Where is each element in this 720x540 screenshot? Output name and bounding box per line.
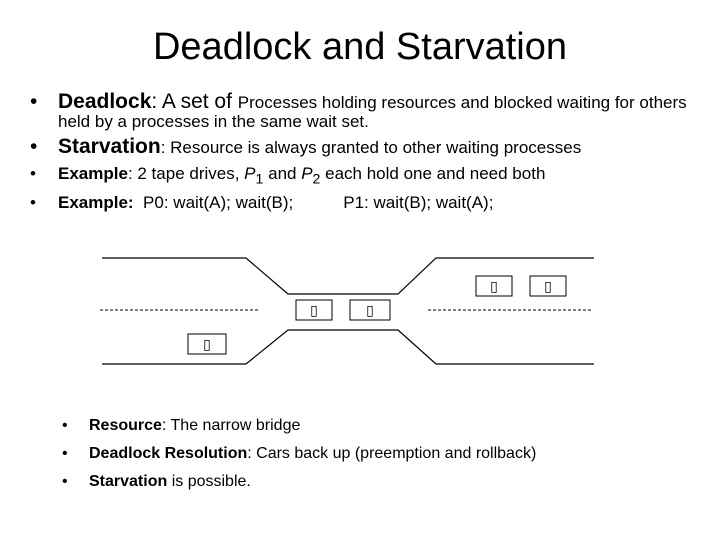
bullet-deadlock: • Deadlock: A set of Processes holding resources and blocked waiting for others held by a processes in the same wait set. (30, 90, 687, 131)
bullet-term: Starvation (58, 135, 161, 158)
road-top-edge (102, 258, 594, 294)
bullet-term: Example (58, 164, 128, 183)
car-box-icon: ▯ (544, 279, 552, 295)
bullet-resource (62, 412, 702, 440)
top-bullet-list (30, 92, 700, 215)
car-box-icon: ▯ (203, 337, 211, 353)
bullet-text: Processes holding resources and blocked waiting for others held by a processes in the same wait set. (58, 93, 687, 131)
bullet-term: Deadlock Resolution (89, 445, 248, 462)
bullet-example-wait (30, 191, 700, 215)
p0-code: P0: wait(A); wait(B); (143, 193, 294, 213)
p1-code: P1: wait(B); wait(A); (343, 193, 494, 213)
car-left-1 (188, 334, 226, 354)
slide-title: Deadlock and Starvation (152, 26, 568, 68)
bullet-text: is possible. (167, 473, 251, 490)
bullet-term: Example: (58, 193, 134, 213)
bullet-dot: • (30, 193, 36, 213)
car-on-bridge-1 (296, 300, 332, 320)
car-on-bridge-2 (350, 300, 390, 320)
bullet-starvation: • Starvation: Resource is always granted to other waiting processes (30, 135, 582, 158)
bullet-example-tape: • Example: 2 tape drives, $P_1$ and $P_2$ each hold one and need both (30, 164, 546, 188)
bullet-dot: • (62, 473, 68, 490)
car-box-icon: ▯ (310, 303, 318, 319)
bullet-text: : The narrow bridge (161, 417, 301, 434)
bullet-text: Resource is always granted to other waiting processes (170, 138, 582, 157)
bottom-bullet-list (62, 412, 702, 496)
bullet-text: : Cars back up (preemption and rollback) (247, 445, 537, 462)
road-bottom-edge (102, 330, 594, 364)
car-right-2 (530, 276, 566, 296)
bullet-dot: • (30, 135, 38, 158)
car-box-icon: ▯ (366, 303, 374, 319)
bullet-term: Resource (89, 417, 162, 434)
bullet-dot: • (30, 90, 38, 113)
bullet-deadlock-resolution (62, 440, 702, 468)
bullet-dot: • (62, 417, 68, 434)
bullet-dot: • (30, 164, 36, 183)
bullet-dot: • (62, 445, 68, 462)
bridge-diagram (98, 252, 598, 370)
bullet-starvation-possible (62, 468, 702, 496)
car-box-icon: ▯ (490, 279, 498, 295)
bullet-term: Deadlock (58, 90, 152, 113)
car-right-1 (476, 276, 512, 296)
bullet-term: Starvation (89, 473, 168, 490)
